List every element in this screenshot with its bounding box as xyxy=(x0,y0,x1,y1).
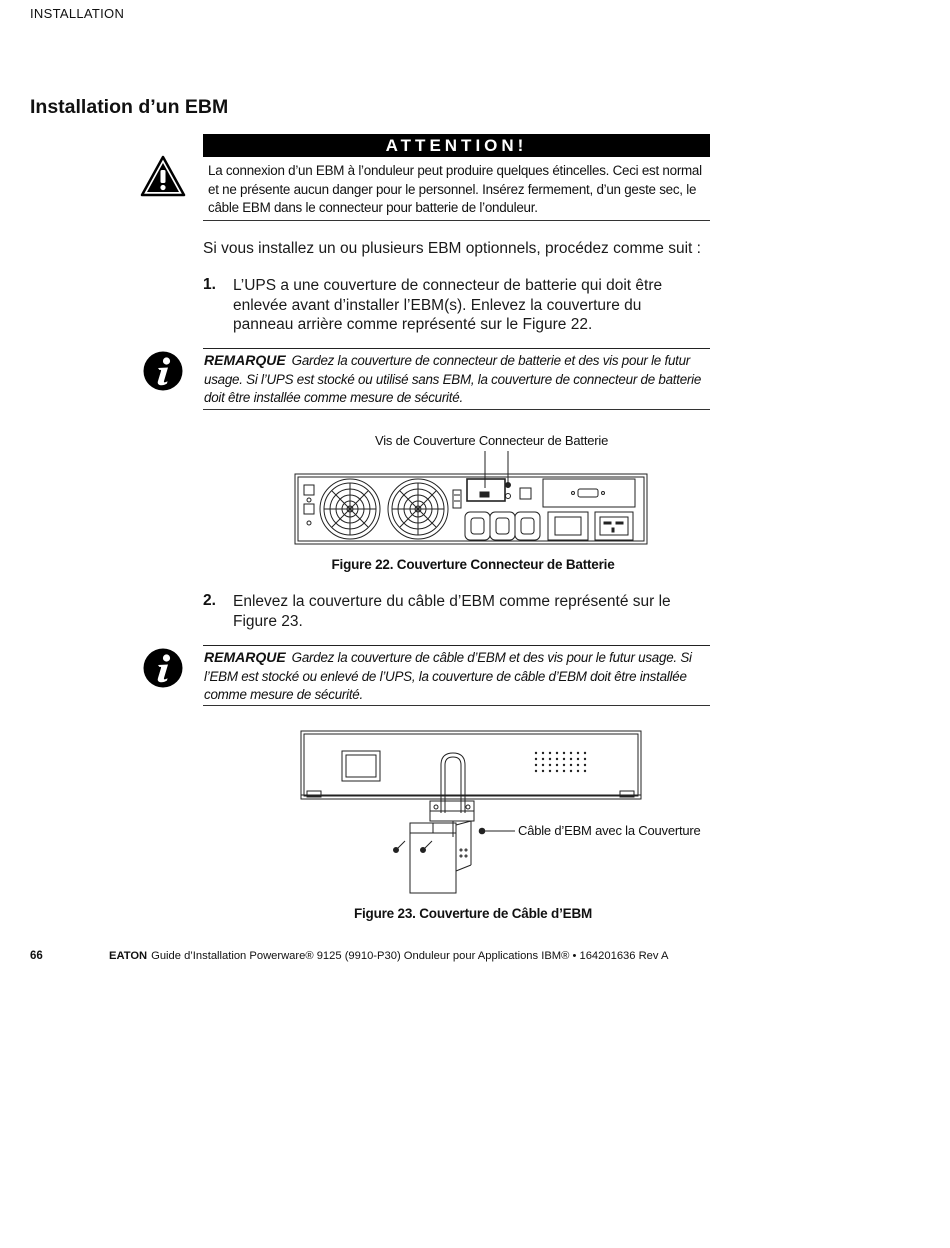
footer-text xyxy=(109,950,668,962)
attention-heading: ATTENTION! xyxy=(203,134,710,157)
step-1-text: L’UPS a une couverture de connecteur de batterie qui doit être enlevée avant d’installer l’EBM(s). Enlevez la couverture du panneau arrière comme représenté sur le Figure 22. xyxy=(233,277,663,333)
running-head: INSTALLATION xyxy=(30,6,125,21)
info-icon xyxy=(143,351,183,391)
remark-1-label: REMARQUE xyxy=(204,352,286,368)
remark-2-bottom-rule xyxy=(203,705,710,706)
figure-22-callout: Vis de Couverture Connecteur de Batterie xyxy=(375,433,609,448)
footer-description: Guide d’Installation Powerware® 9125 (9910-P30) Onduleur pour Applications IBM® • 164201636 Rev A xyxy=(151,950,669,962)
footer-brand: EATON xyxy=(109,950,148,962)
info-icon xyxy=(143,648,183,688)
remark-2-label: REMARQUE xyxy=(204,649,286,665)
remark-1-top-rule xyxy=(203,348,710,349)
step-2-number: 2. xyxy=(203,592,216,609)
figure-23-caption: Figure 23. Couverture de Câble d’EBM xyxy=(353,906,593,921)
remark-2-text: Gardez la couverture de câble d’EBM et des vis pour le futur usage. Si l’EBM est stocké ou enlevé de l’UPS, la couverture de câble d’EBM doit être installée comme mesure de sécurité. xyxy=(204,650,692,703)
remark-1-text: Gardez la couverture de connecteur de batterie et des vis pour le futur usage. Si l’UPS est stocké ou utilisé sans EBM, la couverture de connecteur de batterie doit être installée comme mesure de sécurité. xyxy=(204,353,702,406)
intro-paragraph: Si vous installez un ou plusieurs EBM optionnels, procédez comme suit : xyxy=(203,240,701,257)
figure-22-ups-rear-panel xyxy=(290,448,655,548)
section-title: Installation d’un EBM xyxy=(30,96,229,118)
figure-23-callout: Câble d’EBM avec la Couverture xyxy=(518,823,701,838)
remark-2-top-rule xyxy=(203,645,710,646)
remark-2 xyxy=(204,648,710,705)
remark-1 xyxy=(204,351,710,408)
page-number: 66 xyxy=(30,950,43,962)
step-1-number: 1. xyxy=(203,276,216,293)
attention-text: La connexion d’un EBM à l’onduleur peut produire quelques étincelles. Ceci est normal et ne présente aucun danger pour le personnel. Insérez fermement, d’un geste sec, le câble EBM dans le connecteur pour batterie de l’onduleur. xyxy=(208,163,702,216)
attention-bottom-rule xyxy=(203,220,710,221)
figure-23-ebm-drawing xyxy=(295,725,655,900)
step-2-text: Enlevez la couverture du câble d’EBM comme représenté sur le Figure 23. xyxy=(233,593,671,630)
remark-1-bottom-rule xyxy=(203,409,710,410)
warning-triangle-icon xyxy=(140,155,186,197)
figure-22-caption: Figure 22. Couverture Connecteur de Batterie xyxy=(331,557,615,572)
